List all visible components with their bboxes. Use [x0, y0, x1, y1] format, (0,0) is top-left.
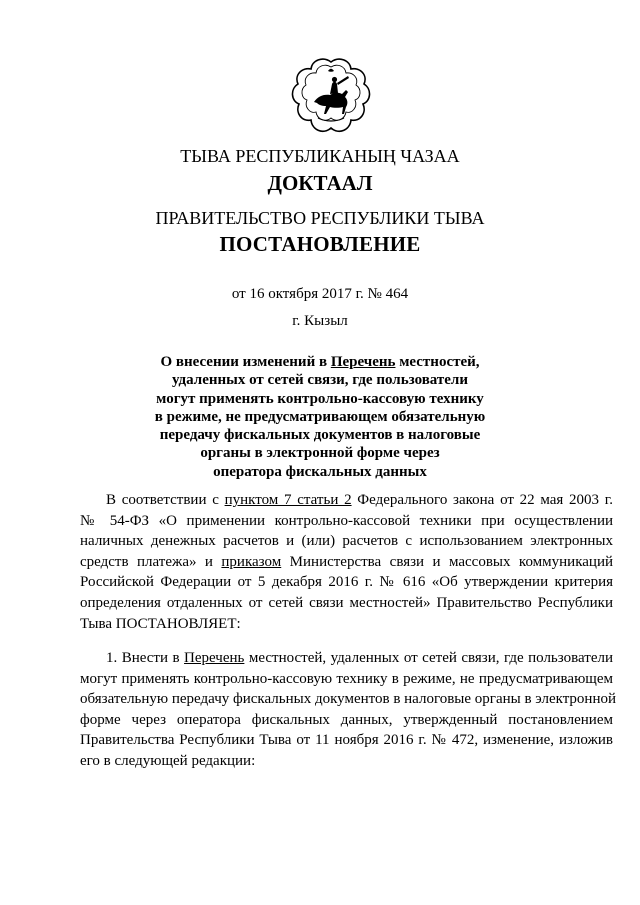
date-number-line: от 16 октября 2017 г. № 464 [231, 286, 409, 302]
order-link[interactable]: приказом [221, 553, 282, 570]
title-line: органы в электронной форме через [200, 445, 440, 462]
resolution-heading: ПОСТАНОВЛЕНИЕ [219, 232, 421, 256]
paragraph-line: определения отдаленных от сетей связи местностей» Правительство Республики [80, 594, 613, 611]
paragraph-line: форме через оператора фискальных данных, утвержденный постановлением [80, 711, 613, 728]
title-line: оператора фискальных данных [213, 463, 427, 480]
title-line: удаленных от сетей связи, где пользователи [172, 372, 468, 389]
title-line: О внесении изменений в Перечень местностей, [160, 354, 480, 370]
perechen-link[interactable]: Перечень [330, 354, 396, 370]
tyva-coat-of-arms-emblem [290, 56, 372, 136]
doktaal-heading: ДОКТААЛ [267, 171, 373, 195]
paragraph-line: 1. Внести в Перечень местностей, удаленных от сетей связи, где пользователи [106, 650, 613, 666]
paragraph-line: средств платежа» и приказом Министерства связи и массовых коммуникаций [80, 553, 613, 570]
item-1-paragraph [80, 648, 617, 772]
paragraph-line: обязательную передачу фискальных документов в налоговые органы в электронной [80, 691, 617, 708]
title-line: передачу фискальных документов в налоговые [159, 427, 481, 444]
paragraph-line: № 54-ФЗ «О применении контрольно-кассовой техники при осуществлении [80, 512, 613, 529]
paragraph-line: его в следующей редакции: [80, 752, 256, 769]
city-line: г. Кызыл [292, 313, 348, 329]
paragraph-line: Российской Федерации от 5 декабря 2016 г. № 616 «Об утверждении критерия [80, 574, 613, 591]
paragraph-line: наличных денежных расчетов и (или) расчетов с использованием электронных [80, 533, 613, 550]
paragraph-line: В соответствии с пунктом 7 статьи 2 Федерального закона от 22 мая 2003 г. [106, 492, 613, 508]
government-heading: ПРАВИТЕЛЬСТВО РЕСПУБЛИКИ ТЫВА [155, 208, 485, 228]
paragraph-line: могут применять контрольно-кассовую технику в режиме, не предусматривающем [80, 670, 613, 687]
article-link[interactable]: пунктом 7 статьи 2 [224, 492, 352, 508]
tyva-government-heading: ТЫВА РЕСПУБЛИКАНЫҢ ЧАЗАА [180, 146, 460, 166]
paragraph-line: Правительства Республики Тыва от 11 ноября 2016 г. № 472, изменение, изложив [80, 732, 613, 749]
paragraph-line: Тыва ПОСТАНОВЛЯЕТ: [80, 615, 241, 632]
title-line: в режиме, не предусматривающем обязательную [154, 408, 486, 425]
perechen-link[interactable]: Перечень [184, 650, 245, 666]
resolution-title [100, 353, 540, 481]
title-line: могут применять контрольно-кассовую технику [156, 390, 484, 407]
preamble-paragraph [80, 490, 613, 634]
